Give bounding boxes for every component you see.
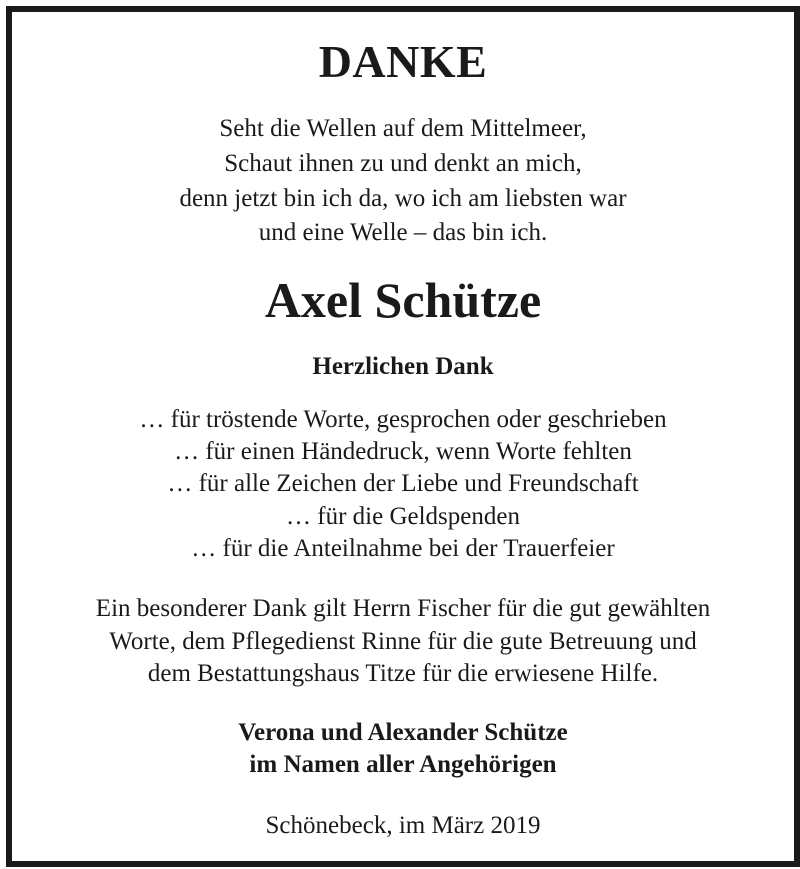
- thanks-item: … für einen Händedruck, wenn Worte fehlten: [174, 438, 632, 465]
- thanks-item: … für die Geldspenden: [286, 503, 520, 530]
- notice-frame: [6, 6, 800, 867]
- signer-names: Verona und Alexander Schütze: [238, 719, 568, 746]
- thanks-item: … für die Anteilnahme bei der Trauerfeier: [191, 535, 615, 562]
- thanks-item: … für tröstende Worte, gesprochen oder geschrieben: [139, 406, 667, 433]
- poem-line: denn jetzt bin ich da, wo ich am liebsten war: [179, 185, 627, 212]
- thanks-item: … für alle Zeichen der Liebe und Freundschaft: [167, 470, 639, 497]
- deceased-name: Axel Schütze: [264, 272, 542, 328]
- thanks-heading: Herzlichen Dank: [312, 353, 494, 380]
- special-thanks-line: dem Bestattungshaus Titze für die erwiesene Hilfe.: [147, 660, 659, 687]
- poem-line: Seht die Wellen auf dem Mittelmeer,: [219, 115, 587, 142]
- poem-line: Schaut ihnen zu und denkt an mich,: [224, 150, 582, 177]
- special-thanks-line: Worte, dem Pflegedienst Rinne für die gute Betreuung und: [109, 628, 697, 655]
- notice-title: DANKE: [318, 36, 488, 87]
- special-thanks-line: Ein besonderer Dank gilt Herrn Fischer für die gut gewählten: [95, 595, 711, 622]
- signer-subline: im Namen aller Angehörigen: [249, 751, 557, 778]
- poem-line: und eine Welle – das bin ich.: [258, 219, 548, 246]
- place-date: Schönebeck, im März 2019: [265, 812, 541, 839]
